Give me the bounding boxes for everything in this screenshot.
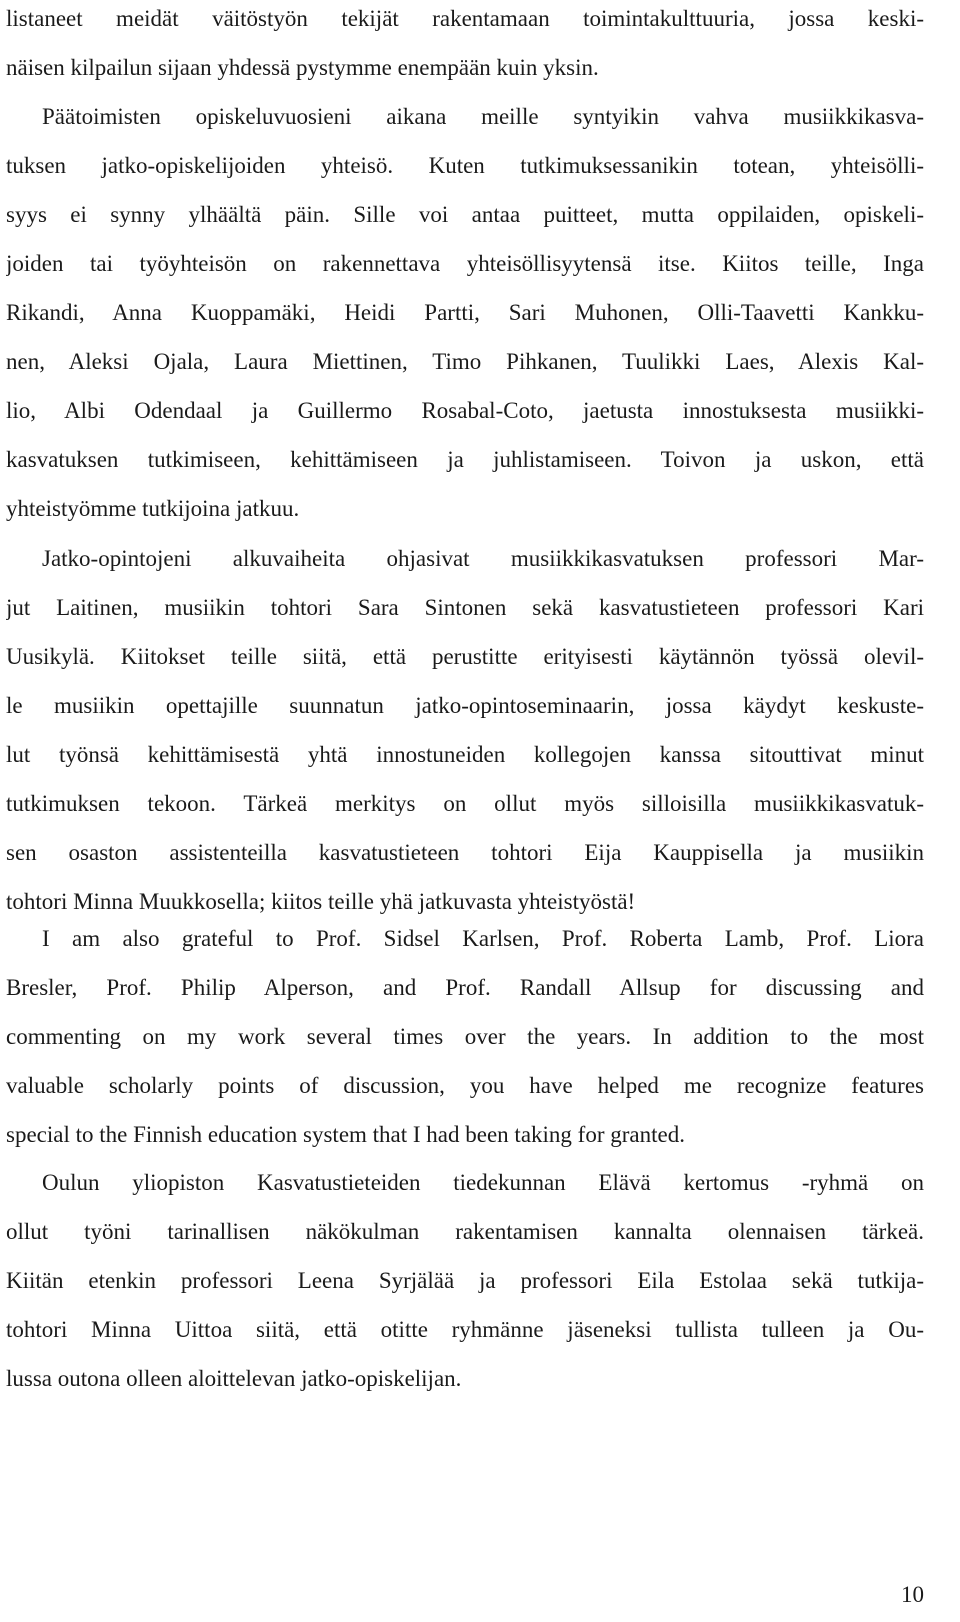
text-line: special to the Finnish education system that I had been taking for granted. [6,1122,685,1147]
text-line: näisen kilpailun sijaan yhdessä pystymme enempään kuin yksin. [6,55,599,80]
text-line: valuable scholarly points of discussion, you have helped me recognize features [6,1073,924,1098]
page-number: 10 [901,1582,924,1607]
text-line: Oulun yliopiston Kasvatustieteiden tiedekunnan Elävä kertomus -ryhmä on [42,1170,924,1195]
paragraph-3 [6,914,924,1159]
text-line: lussa outona olleen aloittelevan jatko-opiskelijan. [6,1366,462,1391]
text-line: le musiikin opettajille suunnatun jatko-opintoseminaarin, jossa käydyt keskuste- [6,693,924,718]
text-line: I am also grateful to Prof. Sidsel Karlsen, Prof. Roberta Lamb, Prof. Liora [42,926,924,951]
text-line: listaneet meidät väitöstyön tekijät rakentamaan toimintakulttuuria, jossa keski- [6,6,924,31]
text-line: nen, Aleksi Ojala, Laura Miettinen, Timo Pihkanen, Tuulikki Laes, Alexis Kal- [6,349,924,374]
text-line: joiden tai työyhteisön on rakennettava yhteisöllisyytensä itse. Kiitos teille, Inga [6,251,924,276]
text-line: kasvatuksen tutkimiseen, kehittämiseen ja juhlistamiseen. Toivon ja uskon, että [6,447,924,472]
text-line: commenting on my work several times over the years. In addition to the most [6,1024,924,1049]
text-line: Uusikylä. Kiitokset teille siitä, että perustitte erityisesti käytännön työssä olevil- [6,644,924,669]
paragraph-1 [6,0,924,533]
text-line: lut työnsä kehittämisestä yhtä innostuneiden kollegojen kanssa sitouttivat minut [6,742,924,767]
text-line: Kiitän etenkin professori Leena Syrjälää ja professori Eila Estolaa sekä tutkija- [6,1268,924,1293]
paragraph-4 [6,1158,924,1403]
text-line: Rikandi, Anna Kuoppamäki, Heidi Partti, Sari Muhonen, Olli-Taavetti Kankku- [6,300,924,325]
text-line: Jatko-opintojeni alkuvaiheita ohjasivat musiikkikasvatuksen professori Mar- [42,546,924,571]
text-line: tohtori Minna Muukkosella; kiitos teille yhä jatkuvasta yhteistyöstä! [6,889,636,914]
paragraph-2 [6,534,924,926]
text-line: tuksen jatko-opiskelijoiden yhteisö. Kuten tutkimuksessanikin totean, yhteisölli- [6,153,924,178]
text-line: tutkimuksen tekoon. Tärkeä merkitys on ollut myös silloisilla musiikkikasvatuk- [6,791,924,816]
text-line: Päätoimisten opiskeluvuosieni aikana meille syntyikin vahva musiikkikasva- [42,104,924,129]
text-line: yhteistyömme tutkijoina jatkuu. [6,496,300,521]
text-line: sen osaston assistenteilla kasvatustieteen tohtori Eija Kauppisella ja musiikin [6,840,924,865]
text-line: tohtori Minna Uittoa siitä, että otitte ryhmänne jäseneksi tullista tulleen ja Ou- [6,1317,924,1342]
text-line: ollut työni tarinallisen näkökulman rakentamisen kannalta olennaisen tärkeä. [6,1219,924,1244]
text-line: Bresler, Prof. Philip Alperson, and Prof. Randall Allsup for discussing and [6,975,924,1000]
text-line: jut Laitinen, musiikin tohtori Sara Sintonen sekä kasvatustieteen professori Kari [6,595,924,620]
text-line: syys ei synny ylhäältä päin. Sille voi antaa puitteet, mutta oppilaiden, opiskeli- [6,202,924,227]
text-line: lio, Albi Odendaal ja Guillermo Rosabal-Coto, jaetusta innostuksesta musiikki- [6,398,924,423]
